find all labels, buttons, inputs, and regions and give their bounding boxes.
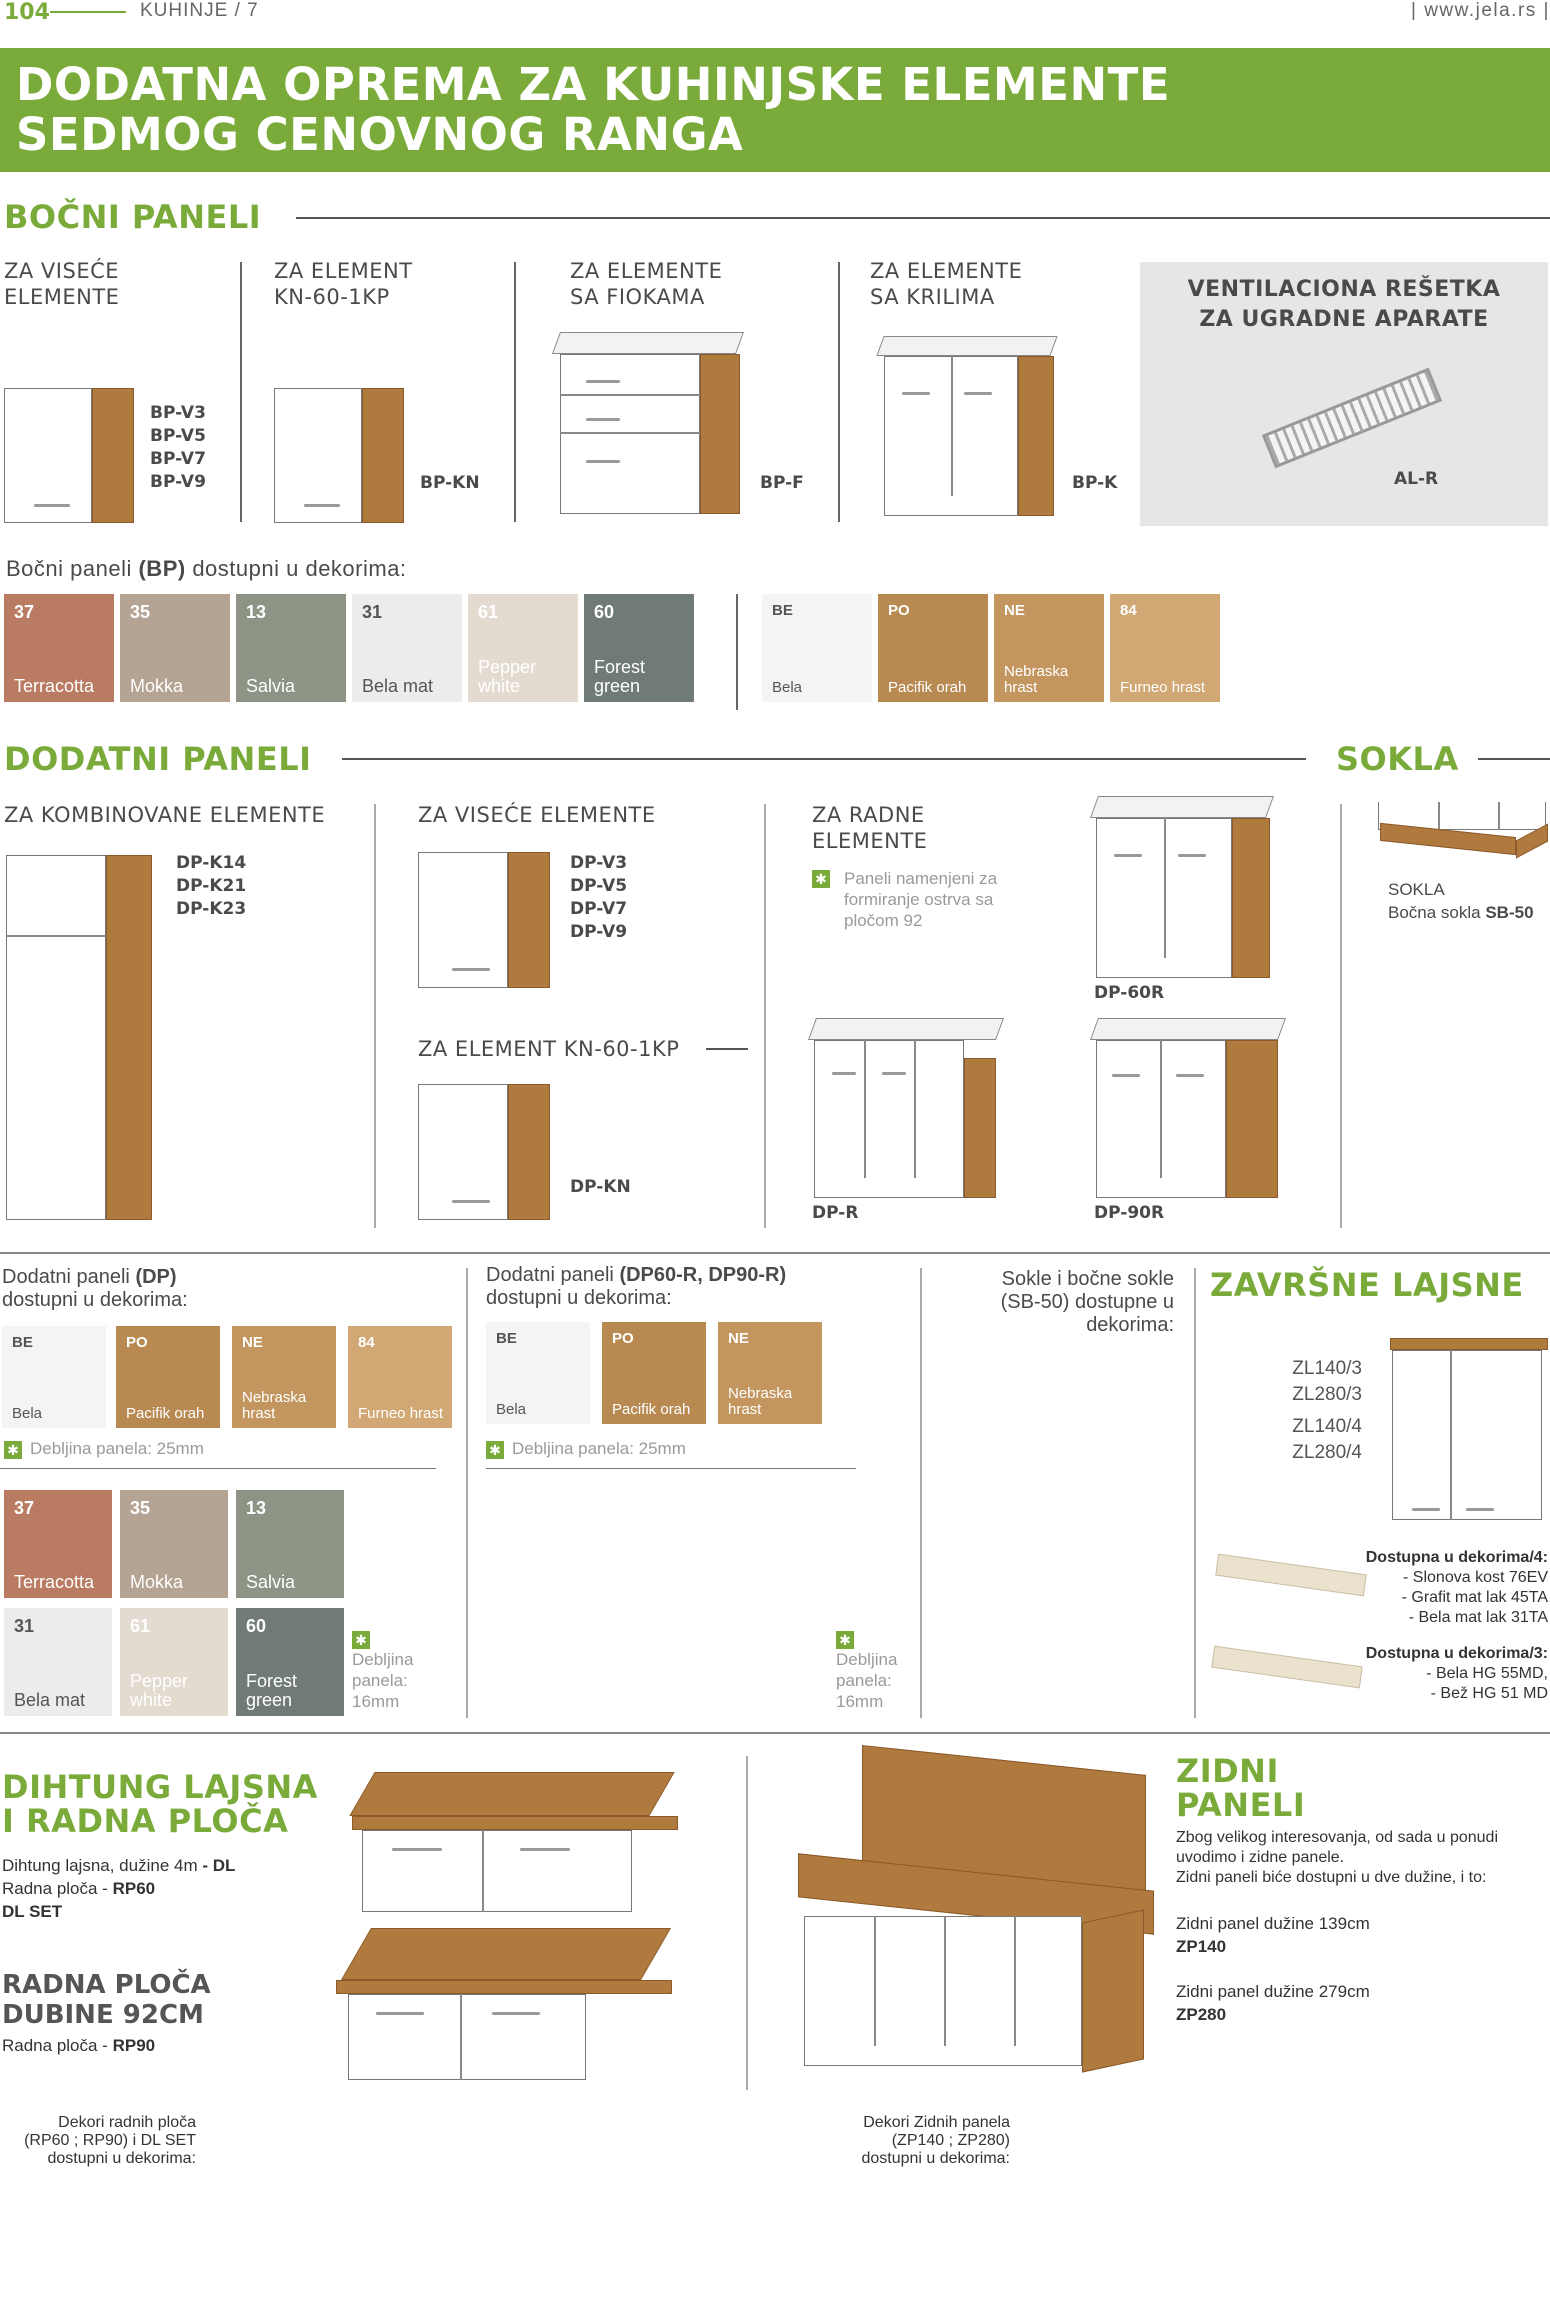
divider	[466, 1268, 468, 1718]
divider	[374, 804, 376, 1228]
swatch-name: Salvia	[246, 676, 296, 696]
swatch-name: Terracotta	[14, 676, 95, 696]
zl-avail-3: Dostupna u dekorima/3: - Bela HG 55MD, - Bež HG 51 MD	[1365, 1645, 1548, 1702]
codes-bp-v: BP-V3 BP-V5 BP-V7 BP-V9	[150, 403, 206, 492]
star-icon: ✱	[836, 1631, 854, 1649]
divider	[486, 1468, 856, 1469]
dp60r-cabinet-illustration	[1094, 796, 1274, 986]
code-dp-90r: DP-90R	[1094, 1203, 1165, 1223]
decor-swatch	[486, 1322, 590, 1424]
code-al-r: AL-R	[1394, 469, 1439, 489]
dihtung-text: Dihtung lajsna, dužine 4m - DL Radna ploča - RP60 DL SET	[2, 1856, 236, 1921]
swatch-code: 60	[246, 1616, 267, 1636]
swatch-name: Nebraska hrast	[1004, 663, 1069, 696]
kn-cabinet-dp-illustration	[418, 1084, 550, 1220]
zidni-text: Zbog velikog interesovanja, od sada u ponudi uvodimo i zidne panele. Zidni paneli biće dostupni u dve dužine, i to:	[1176, 1829, 1498, 1886]
swatch-code: 84	[358, 1334, 375, 1351]
decor-swatch	[4, 594, 114, 702]
label-kn: ZA ELEMENT KN-60-1KP	[274, 259, 413, 309]
tall-cabinet-illustration	[6, 855, 152, 1220]
swatch-code: 37	[14, 1498, 35, 1518]
swatch-name: Bela	[496, 1401, 527, 1418]
divider	[1194, 1268, 1196, 1718]
swatch-name: Furneo hrast	[358, 1405, 444, 1422]
divider	[1478, 758, 1550, 760]
swatch-name: Nebraska hrast	[242, 1389, 307, 1422]
swatch-name: Bela mat	[14, 1690, 86, 1710]
decor-swatch	[236, 1490, 344, 1598]
label-visece-dp: ZA VISEĆE ELEMENTE	[418, 803, 656, 827]
swatch-name: Bela	[12, 1405, 43, 1422]
dp-thick-25: ✱ Debljina panela: 25mm	[4, 1438, 204, 1459]
vent-title: VENTILACIONA REŠETKA ZA UGRADNE APARATE	[1187, 277, 1501, 332]
swatch-name: Bela mat	[362, 676, 434, 696]
label-fioke: ZA ELEMENTE SA FIOKAMA	[570, 259, 723, 309]
divider	[514, 262, 516, 522]
swatch-code: PO	[888, 602, 910, 619]
dp90r-cabinet-illustration	[1094, 1018, 1286, 1204]
swatch-name: Pacifik orah	[612, 1401, 691, 1418]
swatch-code: 37	[14, 602, 35, 622]
code-bp-kn: BP-KN	[420, 473, 480, 493]
zidni-panel-illustration	[798, 1760, 1156, 2080]
swatch-name: Nebraska hrast	[728, 1385, 793, 1418]
page-number: 104	[4, 0, 50, 25]
decor-swatch	[236, 594, 346, 702]
header-section: KUHINJE / 7	[140, 0, 259, 21]
decor-swatch	[994, 594, 1104, 702]
zidni-139: Zidni panel dužine 139cm ZP140	[1176, 1914, 1370, 1956]
zl-cabinet-illustration	[1390, 1338, 1548, 1522]
label-kombinovane: ZA KOMBINOVANE ELEMENTE	[4, 803, 326, 827]
decor-swatch	[762, 594, 872, 702]
divider	[240, 262, 242, 522]
swatch-name: Pacifik orah	[888, 679, 967, 696]
swatch-name: Bela	[772, 679, 803, 696]
sokla-illustration	[1378, 802, 1550, 872]
section-title-sokla: SOKLA	[1336, 740, 1459, 778]
divider	[1340, 804, 1342, 1228]
swatch-code: 13	[246, 1498, 267, 1518]
decor-swatch	[878, 594, 988, 702]
star-icon: ✱	[4, 1441, 22, 1459]
dp-decor-caption: Dodatni paneli (DP) dostupni u dekorima:	[2, 1266, 188, 1311]
swatch-code: BE	[12, 1334, 33, 1351]
swatch-code: NE	[1004, 602, 1025, 619]
decor-swatch	[352, 594, 462, 702]
label-radne: ZA RADNE ELEMENTE	[812, 803, 928, 853]
banner-line2: SEDMOG CENOVNOG RANGA	[16, 108, 744, 161]
swatch-name: Mokka	[130, 676, 184, 696]
wall-cabinet-illustration	[4, 388, 134, 523]
section-title-dodatni: DODATNI PANELI	[4, 740, 312, 778]
decor-swatch	[2, 1326, 106, 1428]
decor-swatch	[718, 1322, 822, 1424]
swatch-code: 61	[478, 602, 499, 622]
sokla-text: SOKLA Bočna sokla SB-50	[1388, 880, 1534, 922]
swatch-code: 31	[14, 1616, 35, 1636]
decor-swatch	[120, 594, 230, 702]
swatch-name: Pepper white	[130, 1671, 189, 1710]
code-dp-60r: DP-60R	[1094, 983, 1165, 1003]
code-dp-r: DP-R	[812, 1203, 859, 1223]
decor-swatch	[1110, 594, 1220, 702]
swatch-code: BE	[496, 1330, 517, 1347]
decor-swatch	[116, 1326, 220, 1428]
worktop-dl-illustration	[352, 1762, 682, 1912]
swatch-name: Salvia	[246, 1572, 296, 1592]
divider	[342, 758, 1306, 760]
divider	[0, 1252, 1550, 1254]
decor-swatch	[120, 1608, 228, 1716]
code-dp-kn: DP-KN	[570, 1177, 631, 1197]
codes-dp-k: DP-K14 DP-K21 DP-K23	[176, 853, 247, 919]
swatch-code: 13	[246, 602, 267, 622]
drawer-cabinet-illustration	[556, 332, 744, 522]
section-title-zidni: ZIDNI PANELI	[1176, 1752, 1306, 1824]
code-bp-f: BP-F	[760, 473, 804, 493]
dp60-thick-16: ✱ Debljina panela: 16mm	[836, 1631, 898, 1711]
swatch-name: Forest green	[594, 657, 646, 696]
swatch-code: PO	[126, 1334, 148, 1351]
dp60-decor-caption: Dodatni paneli (DP60-R, DP90-R) dostupni u dekorima:	[486, 1264, 787, 1309]
dpr-cabinet-illustration	[812, 1018, 1004, 1204]
swatch-code: BE	[772, 602, 793, 619]
swatch-name: Pacifik orah	[126, 1405, 205, 1422]
rp-decor-caption: Dekori radnih ploča (RP60 ; RP90) i DL SET dostupni u dekorima:	[24, 2114, 196, 2167]
decor-swatch	[468, 594, 578, 702]
zl-codes-3: ZL140/3 ZL280/3	[1292, 1358, 1362, 1405]
zidni-279: Zidni panel dužine 279cm ZP280	[1176, 1982, 1370, 2024]
zl-avail-4: Dostupna u dekorima/4: - Slonova kost 76EV - Grafit mat lak 45TA - Bela mat lak 31TA	[1365, 1549, 1548, 1626]
swatch-code: NE	[242, 1334, 263, 1351]
swatch-code: 35	[130, 602, 151, 622]
swatch-code: PO	[612, 1330, 634, 1347]
dp60-thick-25: ✱ Debljina panela: 25mm	[486, 1438, 686, 1459]
decor-swatch	[584, 594, 694, 702]
decor-swatch	[348, 1326, 452, 1428]
swatch-name: Forest green	[246, 1671, 298, 1710]
code-bp-k: BP-K	[1072, 473, 1118, 493]
swatch-code: 61	[130, 1616, 151, 1636]
decor-swatch	[236, 1608, 344, 1716]
label-kn-dp: ZA ELEMENT KN-60-1KP	[418, 1037, 680, 1061]
swatch-name: Terracotta	[14, 1572, 95, 1592]
swatch-name: Furneo hrast	[1120, 679, 1206, 696]
header-url[interactable]: | www.jela.rs |	[1410, 0, 1550, 21]
note-radne: ✱ Paneli namenjeni za formiranje ostrva sa pločom 92	[812, 868, 1008, 931]
section-title-dihtung: DIHTUNG LAJSNA I RADNA PLOČA	[2, 1768, 318, 1840]
worktop-92-illustration	[336, 1920, 676, 2080]
wall-cabinet-dp-illustration	[418, 852, 550, 988]
star-icon: ✱	[812, 870, 830, 888]
section-title-zavrsne: ZAVRŠNE LAJSNE	[1210, 1266, 1524, 1304]
divider	[764, 804, 766, 1228]
divider	[736, 594, 738, 710]
zl-codes-4: ZL140/4 ZL280/4	[1292, 1416, 1362, 1463]
decor-swatch	[232, 1326, 336, 1428]
divider	[296, 217, 1550, 219]
swatch-code: 31	[362, 602, 383, 622]
decor-swatch	[602, 1322, 706, 1424]
decor-swatch	[4, 1608, 112, 1716]
bp-decor-caption: Bočni paneli (BP) dostupni u dekorima:	[6, 556, 407, 581]
divider	[920, 1268, 922, 1718]
divider	[0, 1732, 1550, 1734]
dp-thick-16: ✱ Debljina panela: 16mm	[352, 1631, 414, 1711]
swatch-code: NE	[728, 1330, 749, 1347]
radna-ploca-text: Radna ploča - RP90	[2, 2036, 156, 2055]
divider	[838, 262, 840, 522]
section-title-bocni: BOČNI PANELI	[4, 198, 262, 236]
decor-swatch	[4, 1490, 112, 1598]
decor-swatch	[120, 1490, 228, 1598]
kn-cabinet-illustration	[274, 388, 404, 523]
divider	[0, 1468, 436, 1469]
radna-ploca-title: RADNA PLOČA DUBINE 92CM	[2, 1970, 211, 2030]
star-icon: ✱	[486, 1441, 504, 1459]
divider	[746, 1756, 748, 2090]
swatch-code: 84	[1120, 602, 1137, 619]
codes-dp-v: DP-V3 DP-V5 DP-V7 DP-V9	[570, 853, 628, 942]
swatch-name: Pepper white	[478, 657, 537, 696]
label-visece: ZA VISEĆE ELEMENTE	[4, 259, 120, 309]
label-krila: ZA ELEMENTE SA KRILIMA	[870, 259, 1023, 309]
zp-decor-caption: Dekori Zidnih panela (ZP140 ; ZP280) dostupni u dekorima:	[861, 2114, 1010, 2167]
swatch-code: 35	[130, 1498, 151, 1518]
header-rule	[50, 11, 126, 13]
star-icon: ✱	[352, 1631, 370, 1649]
swatch-code: 60	[594, 602, 615, 622]
swatch-name: Mokka	[130, 1572, 184, 1592]
banner-line1: DODATNA OPREMA ZA KUHINJSKE ELEMENTE	[16, 58, 1171, 111]
sokle-decor-caption: Sokle i bočne sokle (SB-50) dostupne u dekorima:	[1000, 1268, 1174, 1336]
door-cabinet-illustration	[880, 336, 1058, 522]
divider	[706, 1048, 748, 1050]
